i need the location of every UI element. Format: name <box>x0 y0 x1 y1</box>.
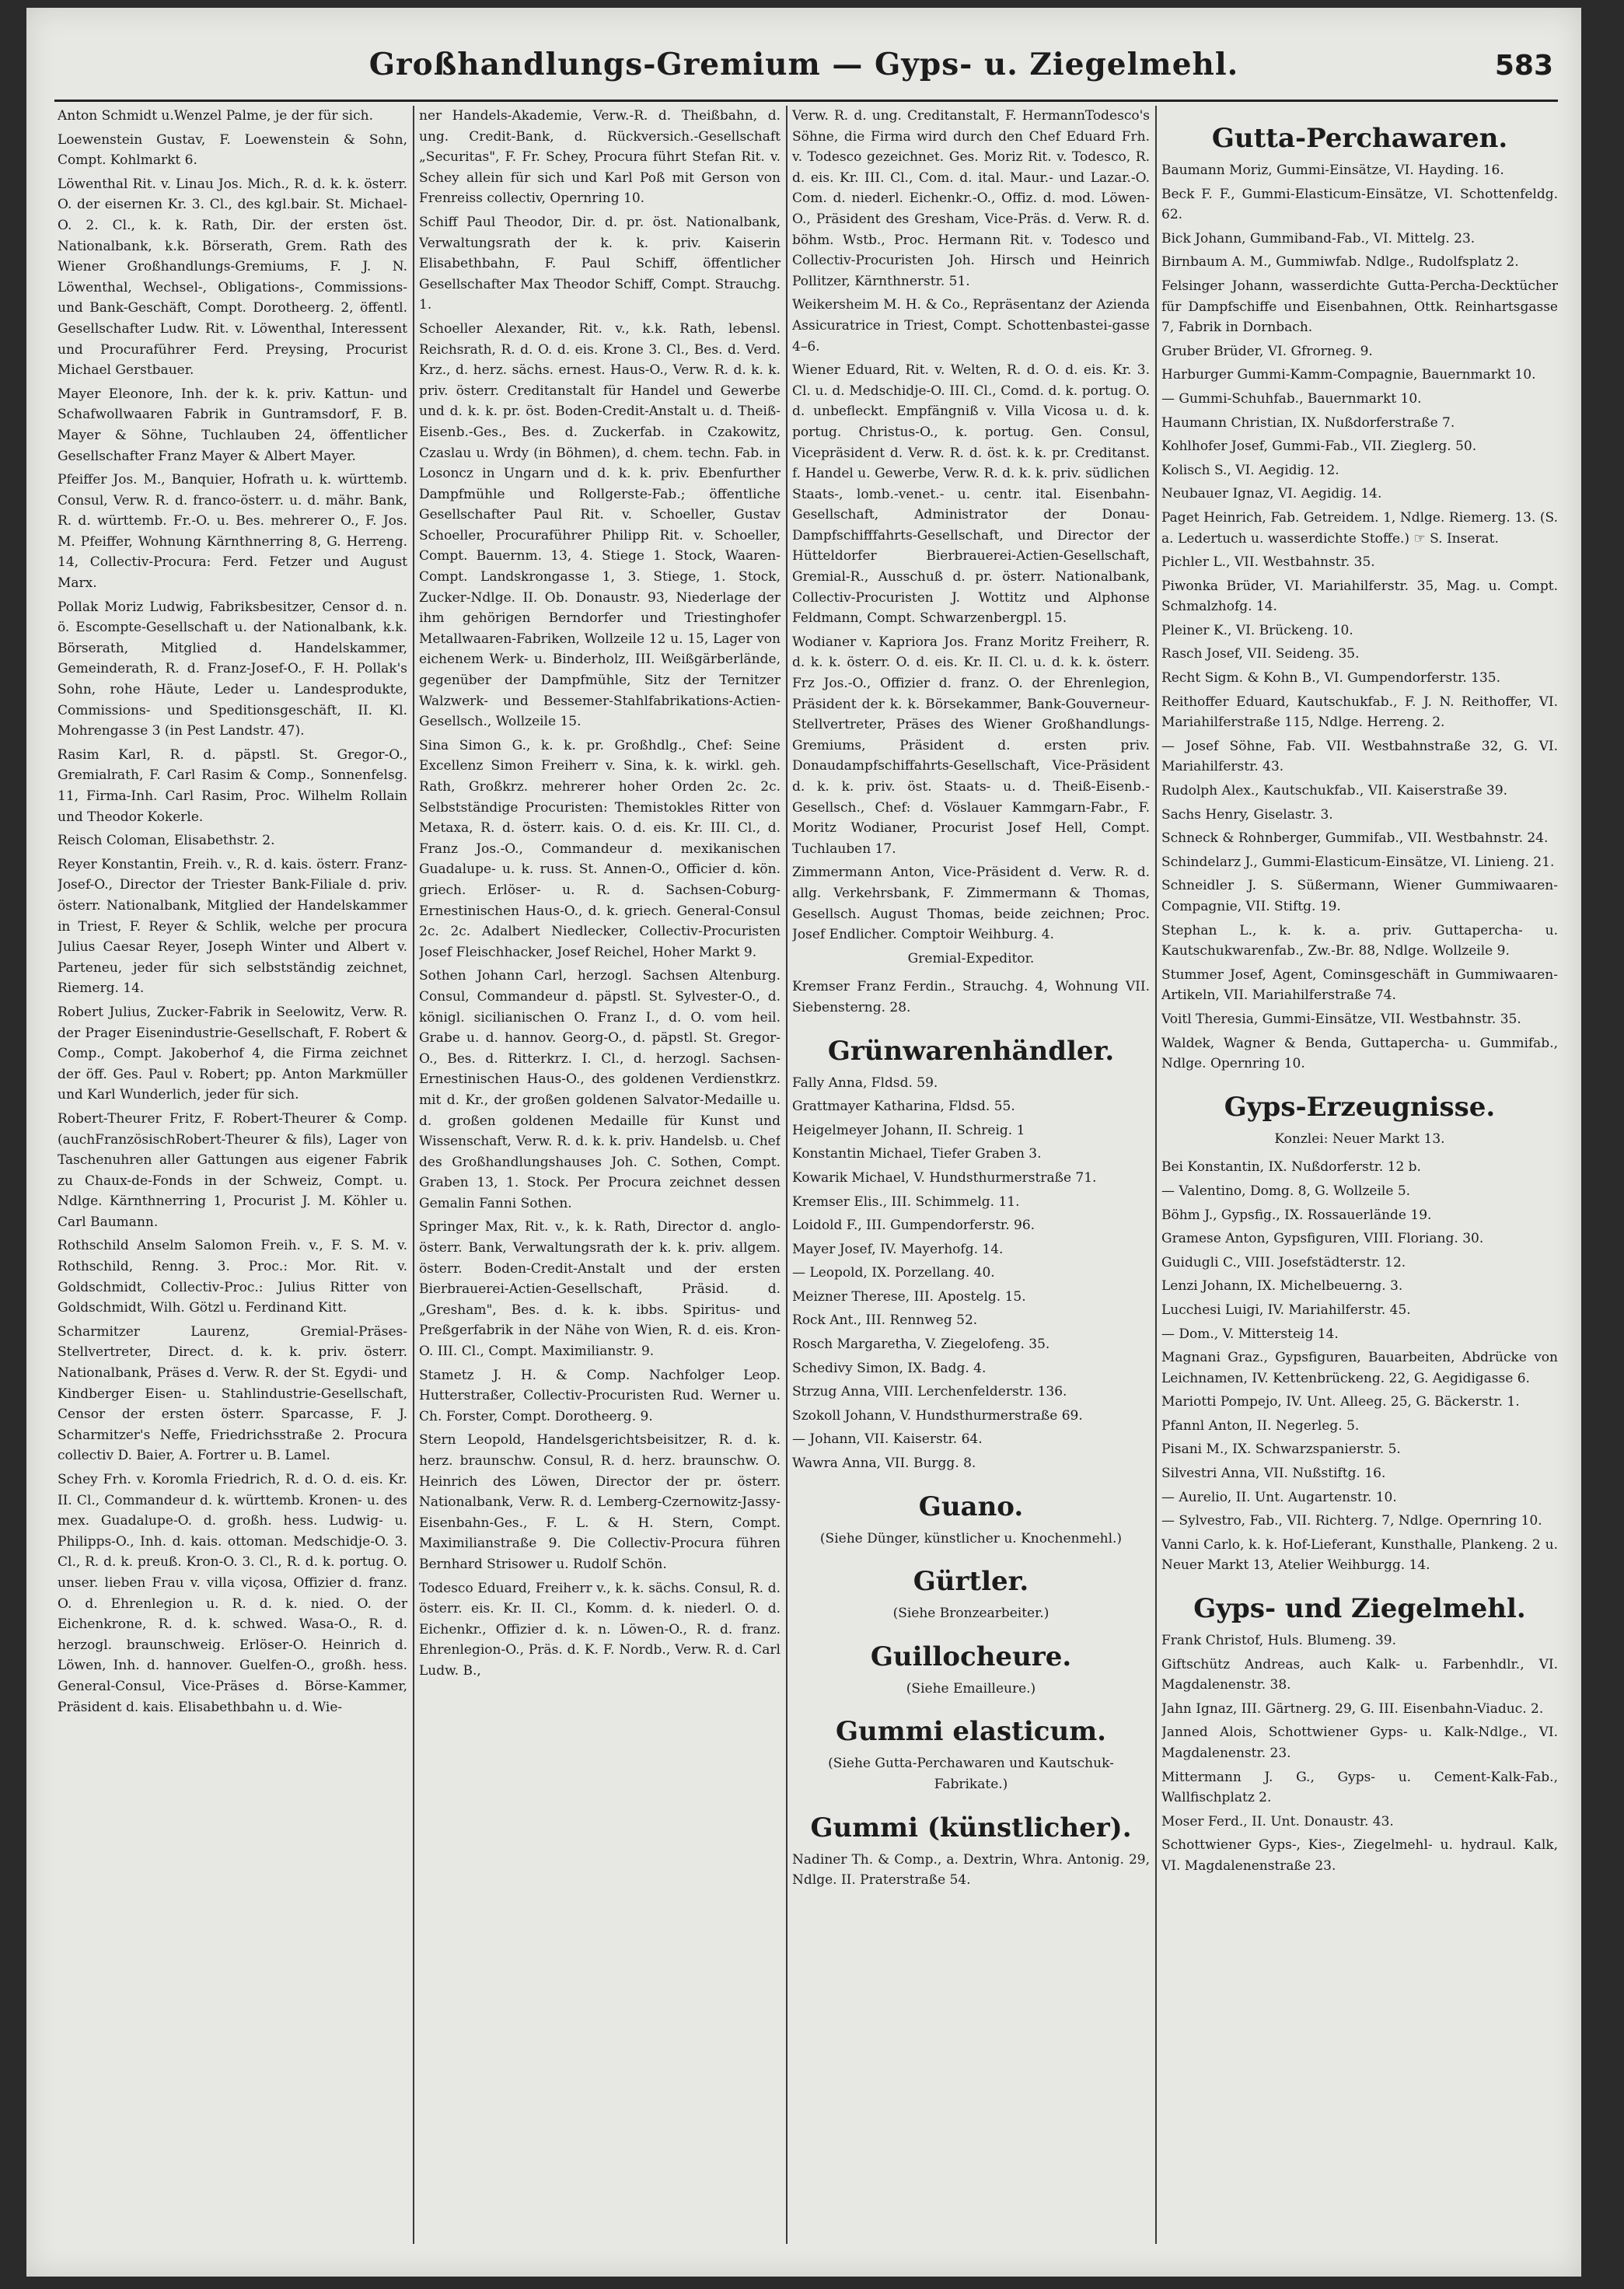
directory-entry: Kohlhofer Josef, Gummi-Fab., VII. Zieglerg. 50. <box>1161 439 1477 455</box>
cross-reference-note: (Siehe Emailleure.) <box>906 1680 1036 1697</box>
column-3 <box>792 106 1150 2252</box>
directory-entry: Löwenthal Rit. v. Linau Jos. Mich., R. d. k. k. österr. O. der eisernen Kr. 3. Cl., des kgl.bair. St. Michael-O. 2. Cl., k. k. Rath, Dir. der ersten öst. Nationalbank, k.k. Börserath, Grem. Rath des Wiener Großhandlungs-Gremiums, F. J. N. Löwenthal, Wechsel-, Obligations-, Commissions- und Bank-Geschäft, Compt. Dorotheerg. 2, öffentl. Gesellschafter Ludw. Rit. v. Löwenthal, Interessent und Procuraführer Ferd. Preysing, Procurist Michael Gerstbauer. <box>58 176 407 379</box>
directory-entry: Heigelmeyer Johann, II. Schreig. 1 <box>792 1122 1025 1138</box>
directory-entry: Wiener Eduard, Rit. v. Welten, R. d. O. d. eis. Kr. 3. Cl. u. d. Medschidje-O. III. Cl., Comd. d. k. portug. O. d. unbefleckt. Empfängniß v. Villa Vicosa u. d. k. portug. Christus-O., k. portug. Gen. Consul, Vicepräsident d. Verw. R. d. öst. k. k. pr. Creditanst. f. Handel u. Gewerbe, Verw. R. d. k. k. priv. südlichen Staats-, lomb.-venet.- u. centr. ital. Eisenbahn-Gesellschaft, Administrator der Donau-Dampfschifffahrts-Gesellschaft, und Director der Hütteldorfer Bierbrauerei-Actien-Gesellschaft, Gremial-R., Ausschuß d. pr. österr. Nationalbank, Collectiv-Procuristen J. Wottitz und Alphonse Feldmann, Compt. Schwarzenbergpl. 15. <box>792 362 1150 627</box>
section-heading: Gummi (künstlicher). <box>810 1812 1132 1843</box>
directory-entry: Strzug Anna, VIII. Lerchenfelderstr. 136. <box>792 1384 1067 1400</box>
directory-entry: Beck F. F., Gummi-Elasticum-Einsätze, VI. Schottenfeldg. 62. <box>1161 186 1558 223</box>
directory-entry: Nadiner Th. & Comp., a. Dextrin, Whra. Antonig. 29, Ndlge. II. Praterstraße 54. <box>792 1851 1150 1889</box>
directory-entry: Rock Ant., III. Rennweg 52. <box>792 1312 978 1329</box>
directory-entry: Loidold F., III. Gumpendorferstr. 96. <box>792 1218 1036 1234</box>
section-heading: Guillocheure. <box>870 1641 1072 1672</box>
directory-entry: Fally Anna, Fldsd. 59. <box>792 1075 938 1091</box>
column-divider <box>413 106 414 2244</box>
directory-entry: — Aurelio, II. Unt. Augartenstr. 10. <box>1161 1489 1397 1505</box>
section-heading: Gyps-Erzeugnisse. <box>1224 1091 1496 1123</box>
section-heading: Gummi elasticum. <box>835 1716 1107 1748</box>
directory-entry: Rasch Josef, VII. Seideng. 35. <box>1161 646 1360 662</box>
directory-entry: Meizner Therese, III. Apostelg. 15. <box>792 1288 1026 1305</box>
directory-entry: Paget Heinrich, Fab. Getreidem. 1, Ndlge. Riemerg. 13. (S. a. Ledertuch u. wasserdichte Stoffe.) ☞ S. Inserat. <box>1161 509 1558 547</box>
directory-entry: Todesco Eduard, Freiherr v., k. k. sächs. Consul, R. d. österr. eis. Kr. II. Cl., Komm. d. k. niederl. O. d. Eichenkr., Offizier d. k. n. Löwen-O., R. d. franz. Ehrenlegion-O., Präs. d. K. F. Nordb., Verw. R. d. Carl Ludw. B., <box>419 1580 781 1679</box>
directory-entry: Rothschild Anselm Salomon Freih. v., F. S. M. v. Rothschild, Renng. 3. Proc.: Mor. Rit. v. Goldschmidt, Collectiv-Proc.: Julius Ritter von Goldschmidt, Wilh. Götzl u. Ferdinand Kitt. <box>58 1238 407 1316</box>
directory-entry: Weikersheim M. H. & Co., Repräsentanz der Azienda Assicuratrice in Triest, Compt. Schottenbastei-gasse 4–6. <box>792 297 1150 355</box>
directory-entry: Zimmermann Anton, Vice-Präsident d. Verw. R. d. allg. Verkehrsbank, F. Zimmermann & Thomas, Gesellsch. August Thomas, beide zeichnen; Proc. Josef Endlicher. Comptoir Weihburg. 4. <box>792 865 1150 943</box>
directory-entry: Sachs Henry, Giselastr. 3. <box>1161 806 1333 823</box>
directory-entry: Mayer Josef, IV. Mayerhofg. 14. <box>792 1241 1004 1257</box>
directory-entry: Anton Schmidt u.Wenzel Palme, je der für sich. <box>58 108 373 124</box>
directory-entry: Schiff Paul Theodor, Dir. d. pr. öst. Nationalbank, Verwaltungsrath der k. k. priv. Kaiserin Elisabethbahn, F. Paul Schiff, öffentlicher Gesellschafter Max Theodor Schiff, Compt. Strauchg. 1. <box>419 214 781 313</box>
directory-entry: — Gummi-Schuhfab., Bauernmarkt 10. <box>1161 390 1422 407</box>
directory-entry: Felsinger Johann, wasserdichte Gutta-Percha-Decktücher für Dampfschiffe und Eisenbahnen, Ottk. Reinhartsgasse 7, Fabrik in Dornbach. <box>1161 278 1558 336</box>
directory-entry: Grattmayer Katharina, Fldsd. 55. <box>792 1099 1015 1115</box>
column-1 <box>58 106 407 2252</box>
directory-entry: Rosch Margaretha, V. Ziegelofeng. 35. <box>792 1337 1050 1353</box>
directory-entry: Loewenstein Gustav, F. Loewenstein & Sohn, Compt. Kohlmarkt 6. <box>58 131 407 169</box>
directory-entry: Schneidler J. S. Süßermann, Wiener Gummiwaaren-Compagnie, VII. Stiftg. 19. <box>1161 878 1558 914</box>
directory-entry: Waldek, Wagner & Benda, Guttapercha- u. Gummifab., Ndlge. Opernring 10. <box>1161 1035 1558 1072</box>
section-heading: Grünwarenhändler. <box>827 1035 1115 1067</box>
directory-entry: Silvestri Anna, VII. Nußstiftg. 16. <box>1161 1466 1386 1482</box>
subsection-heading: Gremial-Expeditor. <box>907 950 1035 966</box>
header-rule <box>54 100 1558 102</box>
directory-entry: Schedivy Simon, IX. Badg. 4. <box>792 1360 987 1376</box>
column-divider <box>1155 106 1157 2244</box>
directory-entry: Scharmitzer Laurenz, Gremial-Präses-Stellvertreter, Direct. d. k. k. priv. österr. Nationalbank, Präses d. Verw. R. der St. Egydi- und Kindberger Eisen- u. Stahlindustrie-Gesellschaft, Censor der ersten österr. Sparcasse, F. J. Scharmitzer's Neffe, Friedrichsstraße 2. Procura collectiv D. Baier, A. Fortrer u. B. Lamel. <box>58 1323 407 1464</box>
directory-entry: Schottwiener Gyps-, Kies-, Ziegelmehl- u. hydraul. Kalk, VI. Magdalenenstraße 23. <box>1161 1837 1558 1874</box>
directory-entry: — Josef Söhne, Fab. VII. Westbahnstraße 32, G. VI. Mariahilferstr. 43. <box>1161 738 1558 775</box>
directory-entry: Wodianer v. Kapriora Jos. Franz Moritz Freiherr, R. d. k. k. österr. O. d. eis. Kr. II. Cl. u. d. k. k. österr. Frz Jos.-O., Offizier d. franz. O. der Ehrenlegion, Präsident der k. k. Börsekammer, Bank-Gouverneur-Stellvertreter, Präses des Wiener Großhandlungs-Gremiums, Präsident d. ersten priv. Donaudampfschiffahrts-Gesellschaft, Vice-Präsident d. k. k. priv. öst. Staats- u. d. Theiß-Eisenb.-Gesellsch., Chef: d. Vöslauer Kammgarn-Fabr., F. Moritz Wodianer, Procurist Josef Hell, Compt. Tuchlauben 17. <box>792 634 1150 857</box>
directory-entry: Pleiner K., VI. Brückeng. 10. <box>1161 622 1353 638</box>
section-heading: Gutta-Perchawaren. <box>1211 123 1508 154</box>
column-4 <box>1161 106 1558 2252</box>
directory-entry: Stern Leopold, Handelsgerichtsbeisitzer, R. d. k. herz. braunschw. Consul, R. d. herz. braunschw. O. Heinrich des Löwen, Director der pr. österr. Nationalbank, Verw. R. d. Lemberg-Czernowitz-Jassy-Eisenbahn-Ges., F. L. & H. Stern, Compt. Maximilianstraße 9. Die Collectiv-Procura führen Bernhard Strisower u. Rudolf Schön. <box>419 1432 781 1572</box>
directory-entry: Vanni Carlo, k. k. Hof-Lieferant, Kunsthalle, Plankeng. 2 u. Neuer Markt 13, Atelier Weihburgg. 14. <box>1161 1536 1558 1574</box>
directory-entry: Moser Ferd., II. Unt. Donaustr. 43. <box>1161 1813 1394 1829</box>
cross-reference-note: (Siehe Dünger, künstlicher u. Knochenmehl.) <box>819 1530 1123 1546</box>
directory-entry: Kremser Elis., III. Schimmelg. 11. <box>792 1193 1020 1210</box>
directory-entry: Pichler L., VII. Westbahnstr. 35. <box>1161 554 1375 571</box>
directory-entry: Reyer Konstantin, Freih. v., R. d. kais. österr. Franz-Josef-O., Director der Triester Bank-Filiale d. priv. österr. Nationalbank, Mitglied der Handelskammer in Triest, F. Reyer & Schlik, welche per procura Julius Caesar Reyer, Joseph Winter und Albert v. Parteneu, jeder für sich selbstständig zeichnet, Riemerg. 14. <box>58 856 407 997</box>
page-number: 583 <box>1494 50 1553 82</box>
directory-entry: Schneck & Rohnberger, Gummifab., VII. Westbahnstr. 24. <box>1161 830 1549 847</box>
directory-entry: Giftschütz Andreas, auch Kalk- u. Farbenhdlr., VI. Magdalenenstr. 38. <box>1161 1656 1558 1693</box>
directory-entry: Voitl Theresia, Gummi-Einsätze, VII. Westbahnstr. 35. <box>1161 1011 1521 1027</box>
directory-entry: Schindelarz J., Gummi-Elasticum-Einsätze, VI. Linieng. 21. <box>1161 854 1555 870</box>
directory-entry: Gruber Brüder, VI. Gfrorneg. 9. <box>1161 343 1373 359</box>
section-heading: Gyps- und Ziegelmehl. <box>1193 1593 1526 1625</box>
directory-entry: Konstantin Michael, Tiefer Graben 3. <box>792 1146 1042 1162</box>
directory-entry: Haumann Christian, IX. Nußdorferstraße 7. <box>1161 414 1455 431</box>
directory-entry: Sothen Johann Carl, herzogl. Sachsen Altenburg. Consul, Commandeur d. päpstl. St. Sylvester-O., d. königl. sicilianischen O. Franz I., d. O. vom heil. Grabe u. d. hannov. Georg-O., d. päpstl. St. Gregor-O., Bes. d. Ritterkrz. I. Cl., d. herzogl. Sachsen-Ernestinischen Haus-O., des goldenen Verdienstkrz. mit d. Kr., der großen goldenen Salvator-Medaille u. d. großen goldenen Medaille für Kunst und Wissenschaft, Verw. R. d. k. k. priv. Handelsb. u. Chef des Großhandlungshauses Joh. C. Sothen, Compt. Graben 13, 1. Stock. Per Procura zeichnet dessen Gemalin Fanni Sothen. <box>419 968 781 1211</box>
directory-entry: Kremser Franz Ferdin., Strauchg. 4, Wohnung VII. Siebensterng. 28. <box>792 979 1150 1015</box>
directory-entry: — Valentino, Domg. 8, G. Wollzeile 5. <box>1161 1183 1411 1199</box>
directory-entry: Lenzi Johann, IX. Michelbeuerng. 3. <box>1161 1278 1403 1295</box>
directory-entry: Bick Johann, Gummiband-Fab., VI. Mittelg. 23. <box>1161 230 1476 246</box>
directory-entry: Szokoll Johann, V. Hundsthurmerstraße 69. <box>792 1407 1083 1424</box>
directory-entry: Reisch Coloman, Elisabethstr. 2. <box>58 833 275 849</box>
directory-entry: Piwonka Brüder, VI. Mariahilferstr. 35, Mag. u. Compt. Schmalzhofg. 14. <box>1161 578 1558 615</box>
directory-entry: — Dom., V. Mittersteig 14. <box>1161 1326 1339 1342</box>
directory-entry: Springer Max, Rit. v., k. k. Rath, Director d. anglo-österr. Bank, Verwaltungsrath der k. k. priv. allgem. österr. Boden-Credit-Anstalt und der ersten Bierbrauerei-Actien-Gesellschaft, Präsid. d. „Gresham", Bes. d. k. k. ibbs. Spiritus- und Preßgerfabrik in der Nähe von Wien, R. d. eis. Kron-O. III. Cl., Compt. Maximilianstr. 9. <box>419 1219 781 1360</box>
directory-entry: — Leopold, IX. Porzellang. 40. <box>792 1265 995 1281</box>
directory-entry: Schoeller Alexander, Rit. v., k.k. Rath, lebensl. Reichsrath, R. d. O. d. eis. Krone 3. Cl., Bes. d. Verd. Krz., d. herz. sächs. ernest. Haus-O., Verw. R. d. k. k. priv. österr. Creditanstalt für Handel und Gewerbe und d. k. k. pr. öst. Boden-Credit-Anstalt u. d. Theiß-Eisenb.-Ges., Bes. d. Zuckerfab. in Czakowitz, Czaslau u. Wrdy (in Böhmen), d. chem. techn. Fab. in Losoncz in Ungarn und d. k. k. priv. Ebenfurther Dampfmühle und Rollgerste-Fab.; öffentliche Gesellschafter Paul Rit. v. Schoeller, Gustav Schoeller, Procuraführer Philipp Rit. v. Schoeller, Compt. Bauernm. 13, 4. Stiege 1. Stock, Waaren-Compt. Landskrongasse 1, 3. Stiege, 1. Stock, Zucker-Ndlge. II. Ob. Donaustr. 93, Niederlage der ihm gehörigen Berndorfer und Triestinghofer Metallwaaren-Fabriken, Wollzeile 12 u. 15, Lager von eichenem Werk- u. Binderholz, III. Weißgärberlände, gegenüber der Dampfmühle, Sitz der Ternitzer Walzwerk- und Bessemer-Stahlfabrikations-Actien-Gesellsch., Wollzeile 15. <box>419 320 781 730</box>
running-header: Großhandlungs-Gremium — Gyps- u. Ziegelmehl. <box>368 47 1239 82</box>
directory-entry: ner Handels-Akademie, Verw.-R. d. Theißbahn, d. ung. Credit-Bank, d. Rückversich.-Gesellschaft „Securitas", F. Fr. Schey, Procura führt Stefan Rit. v. Schey allein für sich und Karl Poß mit Gerson von Frenreiss collectiv, Opernring 10. <box>419 108 781 207</box>
directory-entry: Janned Alois, Schottwiener Gyps- u. Kalk-Ndlge., VI. Magdalenenstr. 23. <box>1161 1725 1558 1761</box>
directory-entry: Pfannl Anton, II. Negerleg. 5. <box>1161 1417 1360 1434</box>
directory-entry: Jahn Ignaz, III. Gärtnerg. 29, G. III. Eisenbahn-Viaduc. 2. <box>1161 1700 1544 1717</box>
page-sheet <box>26 8 1581 2277</box>
directory-entry: Verw. R. d. ung. Creditanstalt, F. HermannTodesco's Söhne, die Firma wird durch den Chef Eduard Frh. v. Todesco gezeichnet. Ges. Moriz Rit. v. Todesco, R. d. eis. Kr. III. Cl., Com. d. ital. Maur.- und Lazar.-O. Com. d. niederl. Eichenkr.-O., Offiz. d. mod. Löwen-O., Präsident des Gresham, Vice-Präs. d. Verw. R. d. böhm. Wstb., Proc. Hermann Rit. v. Todesco und Collectiv-Procuristen Joh. Hirsch und Heinrich Pollitzer, Kärnthnerstr. 51. <box>792 108 1150 289</box>
directory-entry: Guidugli C., VIII. Josefstädterstr. 12. <box>1161 1254 1406 1270</box>
directory-entry: Rudolph Alex., Kautschukfab., VII. Kaiserstraße 39. <box>1161 783 1508 799</box>
directory-entry: Rasim Karl, R. d. päpstl. St. Gregor-O., Gremialrath, F. Carl Rasim & Comp., Sonnenfelsg. 11, Firma-Inh. Carl Rasim, Proc. Wilhelm Rollain und Theodor Kokerle. <box>58 746 407 825</box>
directory-entry: Sina Simon G., k. k. pr. Großhdlg., Chef: Seine Excellenz Simon Freiherr v. Sina, k. k. wirkl. geh. Rath, Großkrz. mehrerer hoher Orden 2c. 2c. Selbstständige Procuristen: Themistokles Ritter von Metaxa, R. d. österr. kais. O. d. eis. Kr. III. Cl., d. Franz Jos.-O., Commandeur d. mexikanischen Guadalupe- u. k. russ. St. Annen-O., Officier d. kön. griech. Erlöser- u. R. d. Sachsen-Coburg-Ernestinischen Haus-O., d. k. griech. General-Consul 2c. 2c. Adalbert Niedlecker, Collectiv-Procuristen Josef Fleischhacker, Josef Reichel, Hoher Markt 9. <box>419 737 781 960</box>
directory-entry: Robert-Theurer Fritz, F. Robert-Theurer & Comp. (auchFranzösischRobert-Theurer & fils), Lager von Taschenuhren aller Gattungen aus eigener Fabrik zu Chaux-de-Fonds in der Schweiz, Compt. u. Ndlge. Kärnthnerring 1, Procurist J. M. Köhler u. Carl Baumann. <box>58 1110 407 1230</box>
section-heading: Gürtler. <box>913 1566 1029 1598</box>
directory-entry: Magnani Graz., Gypsfiguren, Bauarbeiten, Abdrücke von Leichnamen, IV. Kettenbrückeng. 22, G. Aegidigasse 6. <box>1161 1350 1558 1386</box>
column-divider <box>786 106 788 2244</box>
directory-entry: Gramese Anton, Gypsfiguren, VIII. Floriang. 30. <box>1161 1231 1484 1247</box>
directory-entry: Frank Christof, Huls. Blumeng. 39. <box>1161 1633 1396 1649</box>
cross-reference-note: (Siehe Bronzearbeiter.) <box>892 1606 1049 1622</box>
cross-reference-note: (Siehe Gutta-Perchawaren und Kautschuk-Fabrikate.) <box>828 1756 1114 1792</box>
directory-entry: Mayer Eleonore, Inh. der k. k. priv. Kattun- und Schafwollwaaren Fabrik in Guntramsdorf, F. B. Mayer & Söhne, Tuchlauben 24, öffentlicher Gesellschafter Franz Mayer & Albert Mayer. <box>58 386 407 464</box>
directory-entry: Mittermann J. G., Gyps- u. Cement-Kalk-Fab., Wallfischplatz 2. <box>1161 1769 1558 1806</box>
directory-entry: Mariotti Pompejo, IV. Unt. Alleeg. 25, G. Bäckerstr. 1. <box>1161 1394 1520 1410</box>
directory-entry: Harburger Gummi-Kamm-Compagnie, Bauernmarkt 10. <box>1161 367 1536 383</box>
directory-entry: Robert Julius, Zucker-Fabrik in Seelowitz, Verw. R. der Prager Eisenindustrie-Gesellschaft, F. Robert & Comp., Compt. Jakoberhof 4, die Firma zeichnet der öff. Ges. Paul v. Robert; pp. Anton Markmüller und Karl Wunderlich, jeder für sich. <box>58 1004 407 1103</box>
directory-entry: Neubauer Ignaz, VI. Aegidig. 14. <box>1161 486 1382 502</box>
directory-entry: — Johann, VII. Kaiserstr. 64. <box>792 1431 983 1448</box>
directory-entry: Stummer Josef, Agent, Cominsgeschäft in Gummiwaaren-Artikeln, VII. Mariahilferstraße 74. <box>1161 966 1558 1004</box>
directory-entry: Kolisch S., VI. Aegidig. 12. <box>1161 462 1339 478</box>
directory-entry: Kowarik Michael, V. Hundsthurmerstraße 71. <box>792 1169 1097 1186</box>
directory-entry: Recht Sigm. & Kohn B., VI. Gumpendorferstr. 135. <box>1161 670 1501 687</box>
directory-entry: Wawra Anna, VII. Burgg. 8. <box>792 1456 976 1472</box>
directory-entry: Birnbaum A. M., Gummiwfab. Ndlge., Rudolfsplatz 2. <box>1161 254 1519 271</box>
directory-entry: Stephan L., k. k. a. priv. Guttapercha- u. Kautschukwarenfab., Zw.-Br. 88, Ndlge. Wollzeile 9. <box>1161 922 1558 959</box>
directory-entry: — Sylvestro, Fab., VII. Richterg. 7, Ndlge. Opernring 10. <box>1161 1513 1542 1529</box>
directory-entry: Schey Frh. v. Koromla Friedrich, R. d. O. d. eis. Kr. II. Cl., Commandeur d. k. württemb. Kronen- u. des mex. Guadalupe-O. d. großh. hess. Ludwig- u. Philipps-O., Inh. d. kais. ottoman. Medschidje-O. 3. Cl., R. d. k. preuß. Kron-O. 3. Cl., R. d. k. portug. O. unser. lieben Frau v. villa viçosa, Offizier d. franz. O. d. Ehrenlegion u. R. d. k. nied. O. der Eichenkrone, R. d. k. schwed. Wasa-O., R. d. herzogl. braunschweig. Erlöser-O. Heinrich d. Löwen, Inh. d. hannover. Guelfen-O., großh. hess. General-Consul, Vice-Präses d. Börse-Kammer, Präsident d. kais. Elisabethbahn u. d. Wie- <box>58 1472 407 1715</box>
section-heading: Guano. <box>918 1490 1024 1522</box>
directory-entry: Stametz J. H. & Comp. Nachfolger Leop. Hutterstraßer, Collectiv-Procuristen Rud. Werner u. Ch. Forster, Compt. Dorotheerg. 9. <box>419 1367 781 1424</box>
column-2 <box>419 106 781 2252</box>
directory-entry: Reithoffer Eduard, Kautschukfab., F. J. N. Reithoffer, VI. Mariahilferstraße 115, Ndlge. Herreng. 2. <box>1161 694 1558 731</box>
directory-entry: Böhm J., Gypsfig., IX. Rossauerlände 19. <box>1161 1207 1432 1223</box>
subsection-heading: Konzlei: Neuer Markt 13. <box>1274 1131 1445 1147</box>
directory-entry: Lucchesi Luigi, IV. Mariahilferstr. 45. <box>1161 1302 1411 1318</box>
directory-entry: Pfeiffer Jos. M., Banquier, Hofrath u. k. württemb. Consul, Verw. R. d. franco-österr. u. d. mähr. Bank, R. d. württemb. Fr.-O. u. Bes. mehrerer O., F. Jos. M. Pfeiffer, Wohnung Kärnthnerring 8, G. Herreng. 14, Collectiv-Procura: Ferd. Fetzer und August Marx. <box>58 472 407 592</box>
directory-entry: Pisani M., IX. Schwarzspanierstr. 5. <box>1161 1442 1401 1458</box>
directory-entry: Pollak Moriz Ludwig, Fabriksbesitzer, Censor d. n. ö. Escompte-Gesellschaft u. der Nationalbank, k.k. Börserath, Mitglied d. Handelskammer, Gemeinderath, R. d. Franz-Josef-O., F. H. Pollak's Sohn, rohe Häute, Leder u. Landesprodukte, Commissions- und Speditionsgeschäft, II. Kl. Mohrengasse 3 (in Pest Landstr. 47). <box>58 599 407 739</box>
directory-entry: Bei Konstantin, IX. Nußdorferstr. 12 b. <box>1161 1159 1421 1176</box>
directory-entry: Baumann Moriz, Gummi-Einsätze, VI. Hayding. 16. <box>1161 163 1504 178</box>
